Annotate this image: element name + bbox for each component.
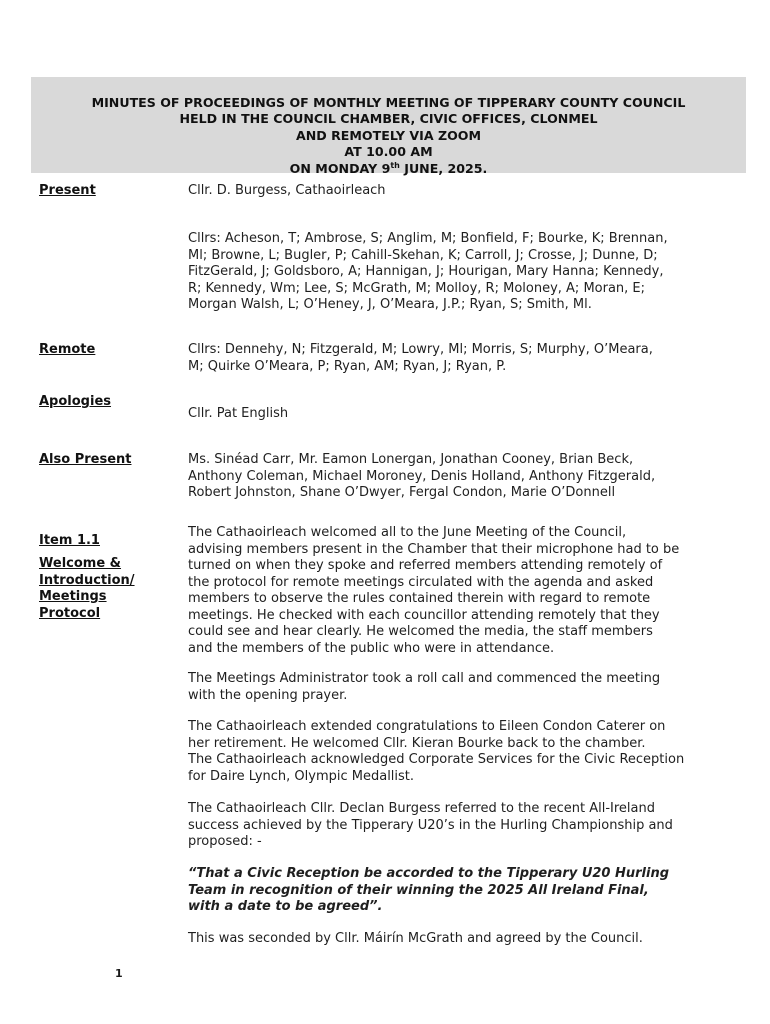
item-paragraph-seconded: This was seconded by Cllr. Máirín McGrath and agreed by the Council. (188, 931, 643, 946)
page-number: 1 (115, 967, 123, 980)
item-paragraph-proposal: The Cathaoirleach Cllr. Declan Burgess referred to the recent All-Ireland success achieved by the Tipperary U20’s in the Hurling Championship and proposed: - (188, 801, 673, 849)
header-line: AND REMOTELY VIA ZOOM (295, 127, 482, 143)
also-present-label: Also Present (39, 452, 132, 467)
present-councillors: Cllrs: Acheson, T; Ambrose, S; Anglim, M; Bonfield, F; Bourke, K; Brennan, Ml; Browne, L; Bugler, P; Cahill-Skehan, K; Carroll, J; Crosse, J; Dunne, D; FitzGerald, J; Goldsboro, A; Hannigan, J; Hourigan, Mary Hanna; Kennedy, R; Kennedy, Wm; Lee, S; McGrath, M; Molloy, R; Moloney, A; Moran, E; Morgan Walsh, L; O’Heney, J, O’Meara, J.P.; Ryan, S; Smith, Ml. (188, 231, 668, 312)
item-number-label: Item 1.1 (39, 533, 100, 548)
present-chair: Cllr. D. Burgess, Cathaoirleach (188, 183, 386, 198)
item-paragraph-congratulations: The Cathaoirleach extended congratulations to Eileen Condon Caterer on her retirement. He welcomed Cllr. Kieran Bourke back to the chamber. The Cathaoirleach acknowledged Corporate Services for the Civic Reception for Daire Lynch, Olympic Medallist. (188, 719, 685, 784)
apologies-text: Cllr. Pat English (188, 406, 289, 421)
item-paragraph-welcome: The Cathaoirleach welcomed all to the June Meeting of the Council, advising members present in the Chamber that their microphone had to be turned on when they spoke and referred members attending remotely of the protocol for remote meetings circulated with the agenda and asked members to observe the rules contained therein with regard to remote meetings. He checked with each councillor attending remotely that they could see and hear clearly. He welcomed the media, the staff members and the members of the public who were in attendance. (188, 525, 680, 656)
also-present-names: Ms. Sinéad Carr, Mr. Eamon Lonergan, Jonathan Cooney, Brian Beck, Anthony Coleman, Michael Moroney, Denis Holland, Anthony Fitzgerald, Robert Johnston, Shane O’Dwyer, Fergal Condon, Marie O’Donnell (188, 452, 656, 500)
apologies-label: Apologies (39, 394, 112, 409)
item-paragraph-roll-call: The Meetings Administrator took a roll call and commenced the meeting with the opening prayer. (188, 671, 661, 703)
minutes-header (31, 77, 746, 176)
header-line: AT 10.00 AM (344, 144, 433, 160)
remote-label: Remote (39, 342, 96, 357)
item-title-label: Welcome & Introduction/ Meetings Protocol (39, 556, 135, 621)
motion-text: “That a Civic Reception be accorded to the Tipperary U20 Hurling Team in recognition of their winning the 2025 All Ireland Final, with a date to be agreed”. (188, 866, 670, 914)
remote-councillors: Cllrs: Dennehy, N; Fitzgerald, M; Lowry, Ml; Morris, S; Murphy, O’Meara, M; Quirke O’Meara, P; Ryan, AM; Ryan, J; Ryan, P. (188, 342, 653, 374)
header-line: MINUTES OF PROCEEDINGS OF MONTHLY MEETING OF TIPPERARY COUNTY COUNCIL (91, 95, 686, 110)
present-label: Present (39, 183, 96, 198)
meeting-date: ON MONDAY 9th JUNE, 2025. (289, 160, 488, 176)
header-line: HELD IN THE COUNCIL CHAMBER, CIVIC OFFICES, CLONMEL (179, 111, 598, 127)
